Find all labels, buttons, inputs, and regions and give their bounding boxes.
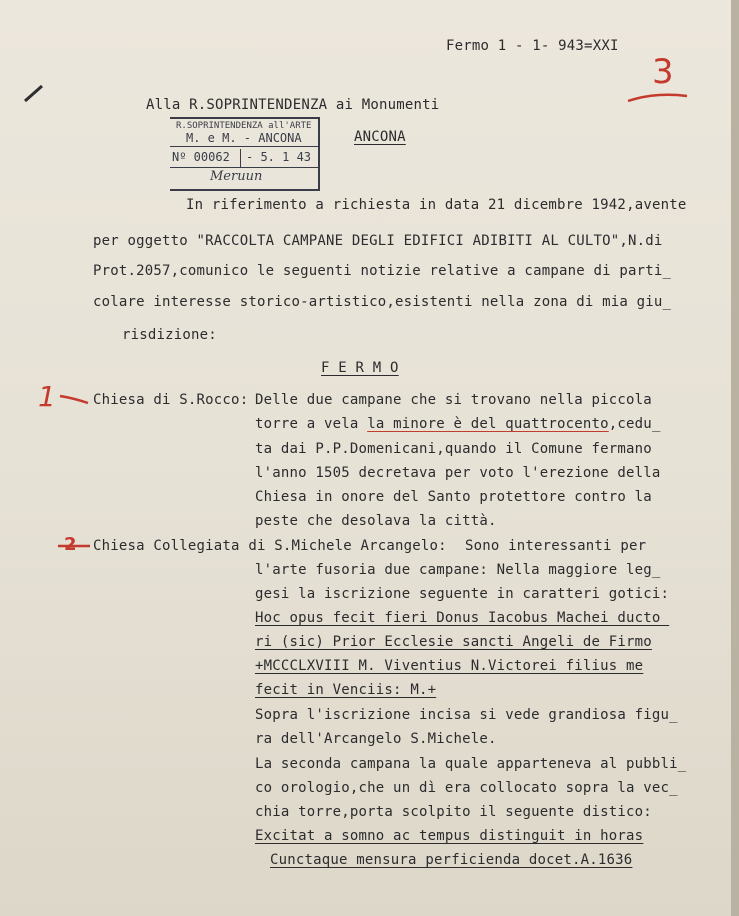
- addressee-city: ANCONA: [354, 129, 406, 145]
- pencil-tick: [22, 82, 46, 104]
- inscription-line-4: fecit in Venciis: M.+: [255, 682, 437, 698]
- intro-line-4: colare interesse storico-artistico,esistenti nella zona di mia giu_: [93, 294, 672, 310]
- page-number-mark: 3: [652, 52, 674, 92]
- entry-1-line-4: l'anno 1505 decretava per voto l'erezione della: [255, 465, 661, 481]
- intro-line-5: risdizione:: [122, 327, 217, 343]
- stamp-signature: Meruun: [210, 169, 263, 184]
- inscription-line-3: +MCCCLXVIII M. Viventius N.Victorei filius me: [255, 658, 644, 674]
- letter-date: Fermo 1 - 1- 943=XXI: [446, 38, 619, 54]
- distich-line-1: Excitat a somno ac tempus distinguit in horas: [255, 828, 644, 844]
- page-number-underline: [625, 88, 690, 106]
- margin-mark-1: 1: [38, 380, 56, 413]
- stamp-city: M. e M. - ANCONA: [186, 131, 302, 145]
- entry-1-line-2c: ,cedu_: [608, 416, 661, 432]
- addressee: Alla R.SOPRINTENDENZA ai Monumenti: [146, 97, 440, 113]
- entry-1-label: Chiesa di S.Rocco:: [93, 392, 249, 408]
- entry-2-line-2: l'arte fusoria due campane: Nella maggiore leg_: [255, 562, 661, 578]
- entry-1-line-6: peste che desolava la città.: [255, 513, 497, 529]
- intro-line-3: Prot.2057,comunico le seguenti notizie relative a campane di parti_: [93, 263, 672, 279]
- entry-1-line-1: Delle due campane che si trovano nella piccola: [255, 392, 652, 408]
- inscription-line-1: Hoc opus fecit fieri Donus Iacobus Machei ducto_: [255, 610, 670, 626]
- entry-2-line-7: co orologio,che un dì era collocato sopra la vec_: [255, 780, 678, 796]
- received-stamp: [170, 117, 320, 191]
- section-title: F E R M O: [321, 360, 399, 376]
- intro-line-2: per oggetto "RACCOLTA CAMPANE DEGLI EDIFICI ADIBITI AL CULTO",N.di: [93, 233, 663, 249]
- entry-2-label: Chiesa Collegiata di S.Michele Arcangelo:: [93, 538, 447, 554]
- margin-dash-1: [58, 392, 92, 406]
- margin-dash-2: [56, 540, 92, 552]
- entry-2-line-6: La seconda campana la quale apparteneva al pubbli_: [255, 756, 687, 772]
- distich-line-2: Cunctaque mensura perficienda docet.A.1636: [270, 852, 633, 868]
- entry-1-line-5: Chiesa in onore del Santo protettore contro la: [255, 489, 652, 505]
- entry-2-line-3: gesi la iscrizione seguente in caratteri gotici:: [255, 586, 670, 602]
- stamp-office: R.SOPRINTENDENZA all'ARTE: [176, 121, 312, 131]
- entry-2-line-1: Sono interessanti per: [465, 538, 647, 554]
- stamp-protocol-number: Nº 00062: [172, 150, 230, 164]
- intro-line-1: In riferimento a richiesta in data 21 dicembre 1942,avente: [186, 197, 687, 213]
- margin-mark-2: 2: [64, 534, 77, 555]
- entry-2-line-5: ra dell'Arcangelo S.Michele.: [255, 731, 497, 747]
- entry-1-highlight: la minore è del quattrocento: [367, 416, 609, 432]
- inscription-line-2: ri (sic) Prior Ecclesie sancti Angeli de Firmo: [255, 634, 652, 650]
- page-edge: [731, 0, 739, 916]
- entry-2-line-4: Sopra l'iscrizione incisa si vede grandiosa figu_: [255, 707, 678, 723]
- entry-1-line-3: ta dai P.P.Domenicani,quando il Comune fermano: [255, 441, 652, 457]
- entry-1-line-2: [255, 416, 661, 432]
- entry-1-line-2a: torre a vela: [255, 416, 368, 432]
- stamp-date: - 5. 1 43: [246, 150, 312, 164]
- entry-2-line-8: chia torre,porta scolpito il seguente distico:: [255, 804, 652, 820]
